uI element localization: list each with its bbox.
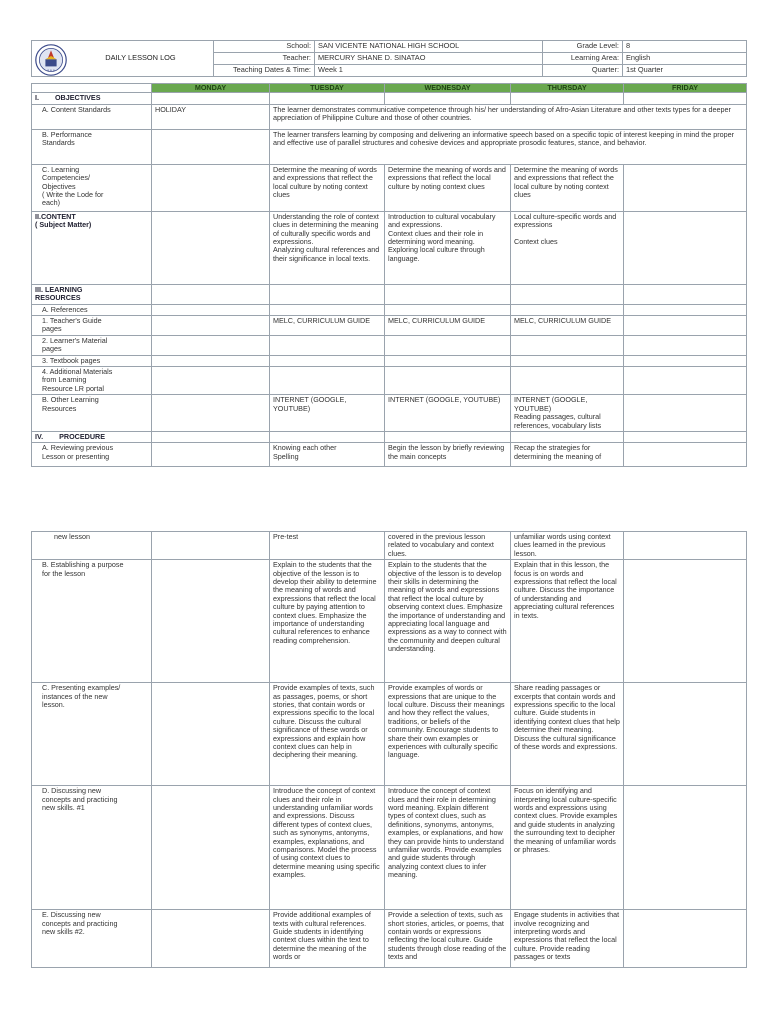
references-label: A. References <box>32 304 152 315</box>
table-row <box>32 395 747 432</box>
other-tuesday: INTERNET (GOOGLE, YOUTUBE) <box>270 395 385 432</box>
dates-label: Teaching Dates & Time: <box>214 65 315 77</box>
competencies-thursday: Determine the meaning of words and expressions that reflect the local culture by noting context clues <box>511 164 624 211</box>
performance-label: B. Performance Standards <box>32 129 152 164</box>
table-row <box>32 93 747 104</box>
purpose-wednesday: Explain to the students that the objective of the lesson is to develop their skills in determining the meaning of words and expressions that reflect the local culture by observing context clues. Emphasize the importance of understanding and appreciating local language and expressions as a way to connect with the community and deepen cultural understanding. <box>385 560 511 683</box>
table-row <box>32 355 747 366</box>
table-row <box>32 910 747 968</box>
examples-wednesday: Provide examples of words or expressions that are unique to the local culture. Discuss their meanings and how they reflect the values, traditions, or beliefs of the community. Encourage students to share their own examples or experiences with culturally specific language. <box>385 683 511 786</box>
purpose-tuesday: Explain to the students that the objective of the lesson is to develop their ability to determine the meaning of words and expressions that reflect the local culture by paying attention to context clues. Emphasize the importance of understanding cultural references to enhance reading comprehension. <box>270 560 385 683</box>
new-lesson-tuesday: Pre-test <box>270 532 385 560</box>
lesson-table-page-1 <box>31 83 747 467</box>
teachers-guide-label: 1. Teacher's Guide pages <box>32 316 152 336</box>
quarter-label: Quarter: <box>543 65 623 77</box>
purpose-label: B. Establishing a purpose for the lesson <box>32 560 152 683</box>
area-label: Learning Area: <box>543 53 623 65</box>
content-thursday: Local culture-specific words and expressions Context clues <box>511 211 624 284</box>
content-standards-label: A. Content Standards <box>32 104 152 129</box>
examples-thursday: Share reading passages or excerpts that contain words and expressions specific to the local culture. Guide students in identifying context clues that help determine their meaning. Discuss the cultural significance of these words and expressions. <box>511 683 624 786</box>
day-wednesday: WEDNESDAY <box>385 84 511 93</box>
lesson-log-page-1 <box>31 40 746 469</box>
school-label: School: <box>214 41 315 53</box>
table-row <box>32 104 747 129</box>
examples-label: C. Presenting examples/ instances of the new lesson. <box>32 683 152 786</box>
day-tuesday: TUESDAY <box>270 84 385 93</box>
table-row <box>32 316 747 336</box>
other-thursday: INTERNET (GOOGLE, YOUTUBE) Reading passages, cultural references, vocabulary lists <box>511 395 624 432</box>
log-title: DAILY LESSON LOG <box>105 53 176 63</box>
objectives-heading: I. OBJECTIVES <box>32 93 152 104</box>
examples-tuesday: Provide examples of texts, such as passages, poems, or short stories, that contain words or expressions specific to the local culture. Discuss the cultural significance of these words or expressions and explain how context clues can help in deciphering their meaning. <box>270 683 385 786</box>
dates-value: Week 1 <box>315 65 543 77</box>
area-value: English <box>623 53 747 65</box>
days-header-row <box>32 84 747 93</box>
content-standards-text: The learner demonstrates communicative competence through his/ her understanding of Afro-Asian Literature and other texts types for a deeper appreciation of Philippine Culture and those of other countries. <box>270 104 747 129</box>
school-value: SAN VICENTE NATIONAL HIGH SCHOOL <box>315 41 543 53</box>
table-row <box>32 786 747 910</box>
svg-text:★ ★ ★: ★ ★ ★ <box>47 69 55 73</box>
table-row <box>32 683 747 786</box>
lesson-log-page-2 <box>31 531 746 971</box>
table-row <box>32 367 747 395</box>
content-label: II.CONTENT ( Subject Matter) <box>32 211 152 284</box>
discuss1-tuesday: Introduce the concept of context clues and their role in understanding unfamiliar words and expressions. Discuss different types of context clues, such as synonyms, antonyms, examples, explanations, and comparisons. Model the process of using context clues to determine meaning using specific examples. <box>270 786 385 910</box>
other-resources-label: B. Other Learning Resources <box>32 395 152 432</box>
content-tuesday: Understanding the role of context clues in determining the meaning of culturally specific words and expressions. Analyzing cultural references and their significance in local texts. <box>270 211 385 284</box>
review-label: A. Reviewing previous Lesson or presenting <box>32 443 152 467</box>
table-row <box>32 443 747 467</box>
competencies-wednesday: Determine the meaning of words and expressions that reflect the local culture by noting context clues <box>385 164 511 211</box>
new-lesson-wednesday: covered in the previous lesson related to vocabulary and context clues. <box>385 532 511 560</box>
table-row <box>32 284 747 304</box>
discuss2-wednesday: Provide a selection of texts, such as short stories, articles, or poems, that contain words or expressions reflecting the local culture. Guide students through close reading of the texts and <box>385 910 511 968</box>
procedure-heading: IV. PROCEDURE <box>32 431 152 442</box>
grade-label: Grade Level: <box>543 41 623 53</box>
guide-thursday: MELC, CURRICULUM GUIDE <box>511 316 624 336</box>
review-thursday: Recap the strategies for determining the meaning of <box>511 443 624 467</box>
discuss2-label: E. Discussing new concepts and practicing new skills #2. <box>32 910 152 968</box>
quarter-value: 1st Quarter <box>623 65 747 77</box>
guide-tuesday: MELC, CURRICULUM GUIDE <box>270 316 385 336</box>
teacher-label: Teacher: <box>214 53 315 65</box>
competencies-label: C. Learning Competencies/ Objectives ( Write the Lode for each) <box>32 164 152 211</box>
table-row <box>32 129 747 164</box>
resources-heading: III. LEARNING RESOURCES <box>32 284 152 304</box>
review-tuesday: Knowing each other Spelling <box>270 443 385 467</box>
day-monday: MONDAY <box>152 84 270 93</box>
grade-value: 8 <box>623 41 747 53</box>
additional-materials-label: 4. Additional Materials from Learning Resource LR portal <box>32 367 152 395</box>
performance-text: The learner transfers learning by composing and delivering an informative speech based on a specific topic of interest keeping in mind the proper and effective use of parallel structures and cohesive devices and appropriate prosodic features, stance, and behavior. <box>270 129 747 164</box>
header-logo-cell <box>32 41 214 77</box>
table-row <box>32 211 747 284</box>
table-row <box>32 560 747 683</box>
learners-material-label: 2. Learner's Material pages <box>32 335 152 355</box>
competencies-tuesday: Determine the meaning of words and expressions that reflect the local culture by noting context clues <box>270 164 385 211</box>
day-friday: FRIDAY <box>624 84 747 93</box>
other-wednesday: INTERNET (GOOGLE, YOUTUBE) <box>385 395 511 432</box>
new-lesson-label: new lesson <box>32 532 152 560</box>
guide-wednesday: MELC, CURRICULUM GUIDE <box>385 316 511 336</box>
monday-holiday: HOLIDAY <box>152 104 270 129</box>
discuss1-label: D. Discussing new concepts and practicing new skills. #1 <box>32 786 152 910</box>
table-row <box>32 335 747 355</box>
table-row <box>32 304 747 315</box>
new-lesson-thursday: unfamiliar words using context clues learned in the previous lesson. <box>511 532 624 560</box>
header-table <box>31 40 747 77</box>
content-wednesday: Introduction to cultural vocabulary and expressions. Context clues and their role in determining word meaning. Exploring local culture through language. <box>385 211 511 284</box>
teacher-value: MERCURY SHANE D. SINATAO <box>315 53 543 65</box>
deped-seal-icon <box>35 44 67 76</box>
discuss1-wednesday: Introduce the concept of context clues and their role in determining word meaning. Explain different types of context clues, such as definitions, synonyms, antonyms, examples, or explanations, and how they can provide hints to understand unfamiliar words. Provide examples and guide students through analyzing context clues to infer meaning. <box>385 786 511 910</box>
table-row <box>32 532 747 560</box>
purpose-thursday: Explain that in this lesson, the focus is on words and expressions that reflect the local culture. Discuss the importance of understanding and appreciating cultural references in texts. <box>511 560 624 683</box>
discuss2-thursday: Engage students in activities that involve recognizing and interpreting words and expressions that reflect the local culture. Provide reading passages or texts <box>511 910 624 968</box>
day-thursday: THURSDAY <box>511 84 624 93</box>
discuss2-tuesday: Provide additional examples of texts with cultural references. Guide students in identifying context clues within the text to determine the meaning of the words or <box>270 910 385 968</box>
table-row <box>32 164 747 211</box>
lesson-table-page-2 <box>31 531 747 968</box>
textbook-label: 3. Textbook pages <box>32 355 152 366</box>
table-row <box>32 431 747 442</box>
review-wednesday: Begin the lesson by briefly reviewing the main concepts <box>385 443 511 467</box>
discuss1-thursday: Focus on identifying and interpreting local culture-specific words and expressions using context clues. Provide examples and guide students in analyzing the surrounding text to decipher the meaning of unfamiliar words or phrases. <box>511 786 624 910</box>
